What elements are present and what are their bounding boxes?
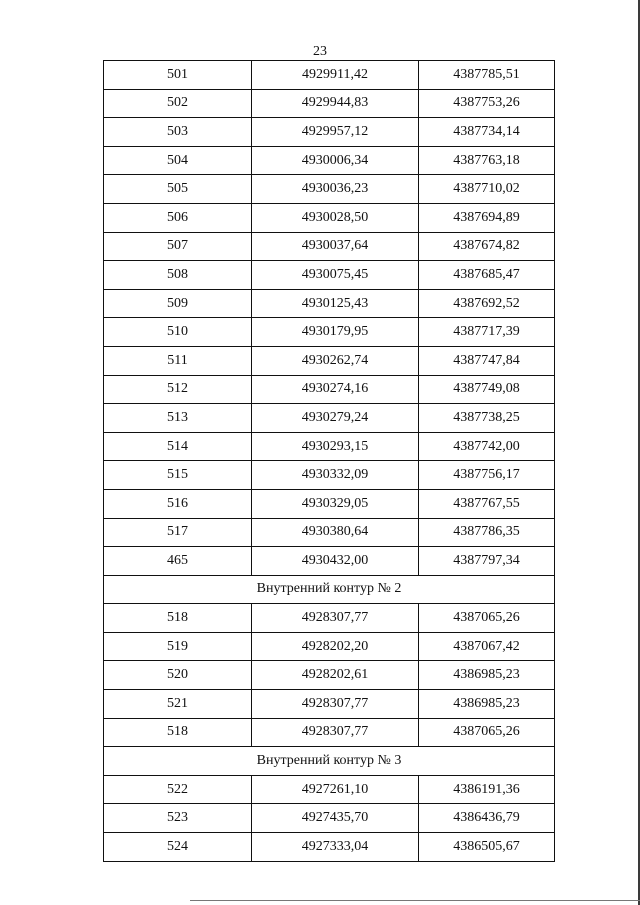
table-row — [104, 175, 555, 204]
y-coordinate-cell: 4387753,26 — [419, 89, 555, 118]
section-header: Внутренний контур № 3 — [104, 747, 555, 776]
x-coordinate-cell: 4929957,12 — [252, 118, 419, 147]
table-row — [104, 518, 555, 547]
y-coordinate-cell: 4387065,26 — [419, 604, 555, 633]
table-row — [104, 661, 555, 690]
page-number: 23 — [313, 44, 327, 59]
y-coordinate-cell: 4387756,17 — [419, 461, 555, 490]
table-row — [104, 404, 555, 433]
x-coordinate-cell: 4930293,15 — [252, 432, 419, 461]
x-coordinate-cell: 4928202,20 — [252, 632, 419, 661]
table-row — [104, 146, 555, 175]
point-number-cell: 506 — [104, 203, 252, 232]
table-row — [104, 833, 555, 862]
point-number-cell: 523 — [104, 804, 252, 833]
table-row — [104, 203, 555, 232]
x-coordinate-cell: 4928307,77 — [252, 690, 419, 719]
table-row — [104, 375, 555, 404]
point-number-cell: 501 — [104, 61, 252, 90]
x-coordinate-cell: 4929911,42 — [252, 61, 419, 90]
table-row — [104, 804, 555, 833]
table-row — [104, 261, 555, 290]
point-number-cell: 509 — [104, 289, 252, 318]
table-row — [104, 346, 555, 375]
table-row — [104, 289, 555, 318]
point-number-cell: 505 — [104, 175, 252, 204]
x-coordinate-cell: 4930036,23 — [252, 175, 419, 204]
y-coordinate-cell: 4387717,39 — [419, 318, 555, 347]
point-number-cell: 521 — [104, 690, 252, 719]
point-number-cell: 520 — [104, 661, 252, 690]
table-row — [104, 461, 555, 490]
point-number-cell: 465 — [104, 547, 252, 576]
table-row — [104, 318, 555, 347]
table-row — [104, 604, 555, 633]
table-row — [104, 718, 555, 747]
x-coordinate-cell: 4928202,61 — [252, 661, 419, 690]
point-number-cell: 511 — [104, 346, 252, 375]
point-number-cell: 510 — [104, 318, 252, 347]
x-coordinate-cell: 4930279,24 — [252, 404, 419, 433]
point-number-cell: 518 — [104, 718, 252, 747]
point-number-cell: 517 — [104, 518, 252, 547]
x-coordinate-cell: 4930274,16 — [252, 375, 419, 404]
table-row — [104, 690, 555, 719]
point-number-cell: 502 — [104, 89, 252, 118]
point-number-cell: 514 — [104, 432, 252, 461]
table-row — [104, 61, 555, 90]
y-coordinate-cell: 4386985,23 — [419, 690, 555, 719]
x-coordinate-cell: 4930329,05 — [252, 489, 419, 518]
x-coordinate-cell: 4930037,64 — [252, 232, 419, 261]
x-coordinate-cell: 4930179,95 — [252, 318, 419, 347]
y-coordinate-cell: 4387785,51 — [419, 61, 555, 90]
table-row — [104, 775, 555, 804]
y-coordinate-cell: 4387674,82 — [419, 232, 555, 261]
y-coordinate-cell: 4386436,79 — [419, 804, 555, 833]
y-coordinate-cell: 4386505,67 — [419, 833, 555, 862]
y-coordinate-cell: 4387786,35 — [419, 518, 555, 547]
scan-edge-bottom — [190, 900, 640, 901]
y-coordinate-cell: 4387710,02 — [419, 175, 555, 204]
table-row — [104, 232, 555, 261]
y-coordinate-cell: 4387797,34 — [419, 547, 555, 576]
x-coordinate-cell: 4930332,09 — [252, 461, 419, 490]
table-row — [104, 89, 555, 118]
section-header-row — [104, 575, 555, 604]
x-coordinate-cell: 4930262,74 — [252, 346, 419, 375]
x-coordinate-cell: 4930432,00 — [252, 547, 419, 576]
point-number-cell: 507 — [104, 232, 252, 261]
coordinates-table — [103, 60, 555, 862]
y-coordinate-cell: 4387065,26 — [419, 718, 555, 747]
point-number-cell: 522 — [104, 775, 252, 804]
y-coordinate-cell: 4387694,89 — [419, 203, 555, 232]
x-coordinate-cell: 4930028,50 — [252, 203, 419, 232]
y-coordinate-cell: 4387742,00 — [419, 432, 555, 461]
point-number-cell: 516 — [104, 489, 252, 518]
x-coordinate-cell: 4930380,64 — [252, 518, 419, 547]
coordinates-table-body — [104, 61, 555, 862]
point-number-cell: 518 — [104, 604, 252, 633]
point-number-cell: 503 — [104, 118, 252, 147]
y-coordinate-cell: 4387067,42 — [419, 632, 555, 661]
section-header-row — [104, 747, 555, 776]
y-coordinate-cell: 4387738,25 — [419, 404, 555, 433]
y-coordinate-cell: 4387692,52 — [419, 289, 555, 318]
x-coordinate-cell: 4930125,43 — [252, 289, 419, 318]
point-number-cell: 524 — [104, 833, 252, 862]
y-coordinate-cell: 4387767,55 — [419, 489, 555, 518]
x-coordinate-cell: 4929944,83 — [252, 89, 419, 118]
y-coordinate-cell: 4387747,84 — [419, 346, 555, 375]
table-row — [104, 432, 555, 461]
x-coordinate-cell: 4928307,77 — [252, 604, 419, 633]
y-coordinate-cell: 4386985,23 — [419, 661, 555, 690]
x-coordinate-cell: 4930075,45 — [252, 261, 419, 290]
x-coordinate-cell: 4927333,04 — [252, 833, 419, 862]
table-row — [104, 632, 555, 661]
x-coordinate-cell: 4928307,77 — [252, 718, 419, 747]
x-coordinate-cell: 4930006,34 — [252, 146, 419, 175]
point-number-cell: 512 — [104, 375, 252, 404]
table-row — [104, 118, 555, 147]
section-header: Внутренний контур № 2 — [104, 575, 555, 604]
point-number-cell: 508 — [104, 261, 252, 290]
point-number-cell: 515 — [104, 461, 252, 490]
y-coordinate-cell: 4387763,18 — [419, 146, 555, 175]
y-coordinate-cell: 4387734,14 — [419, 118, 555, 147]
table-row — [104, 489, 555, 518]
y-coordinate-cell: 4387685,47 — [419, 261, 555, 290]
point-number-cell: 519 — [104, 632, 252, 661]
y-coordinate-cell: 4386191,36 — [419, 775, 555, 804]
point-number-cell: 504 — [104, 146, 252, 175]
y-coordinate-cell: 4387749,08 — [419, 375, 555, 404]
x-coordinate-cell: 4927435,70 — [252, 804, 419, 833]
x-coordinate-cell: 4927261,10 — [252, 775, 419, 804]
point-number-cell: 513 — [104, 404, 252, 433]
table-row — [104, 547, 555, 576]
